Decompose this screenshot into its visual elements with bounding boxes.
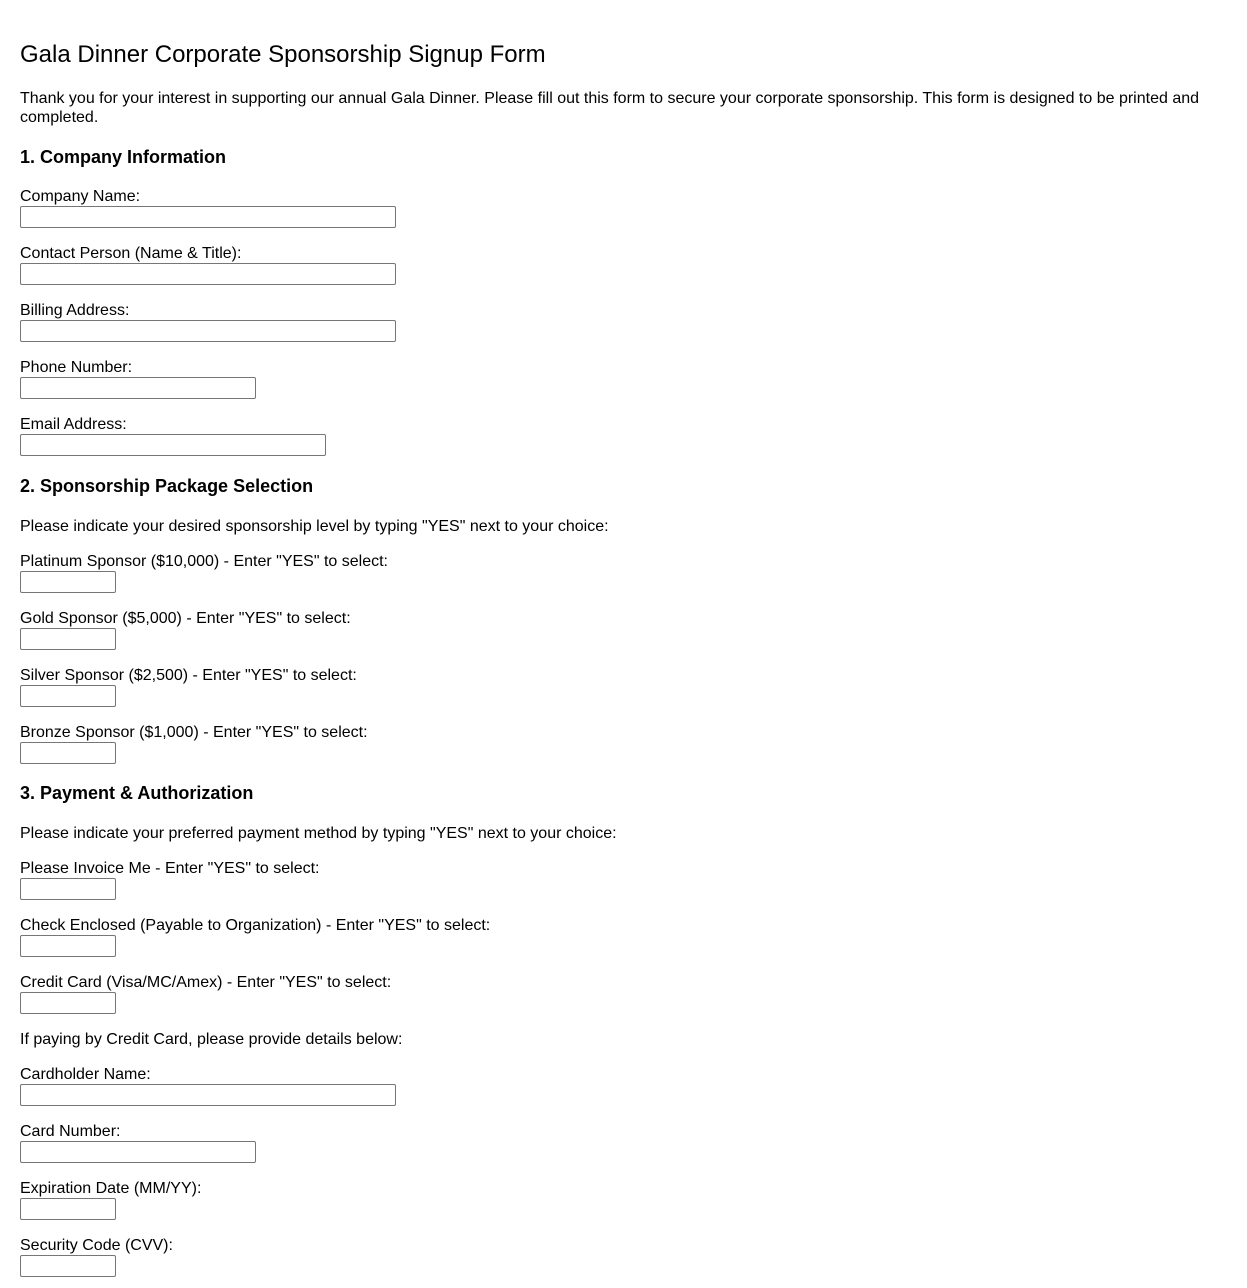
- check-enclosed-label: Check Enclosed (Payable to Organization) - Enter "YES" to select:: [20, 917, 491, 934]
- email-address-input[interactable]: [20, 434, 326, 456]
- security-code-field: [20, 1236, 173, 1277]
- credit-card-input[interactable]: [20, 992, 116, 1014]
- email-address-field: [20, 415, 326, 456]
- silver-sponsor-label: Silver Sponsor ($2,500) - Enter "YES" to select:: [20, 667, 357, 684]
- billing-address-field: [20, 301, 396, 342]
- payment-instructions: Please indicate your preferred payment method by typing "YES" next to your choice:: [20, 825, 617, 842]
- phone-number-input[interactable]: [20, 377, 256, 399]
- cardholder-name-field: [20, 1065, 396, 1106]
- gold-sponsor-field: [20, 609, 351, 650]
- expiration-date-label: Expiration Date (MM/YY):: [20, 1180, 202, 1197]
- invoice-label: Please Invoice Me - Enter "YES" to select:: [20, 860, 320, 877]
- platinum-sponsor-field: [20, 552, 388, 593]
- credit-card-field: [20, 973, 391, 1014]
- phone-number-field: [20, 358, 256, 399]
- billing-address-label: Billing Address:: [20, 302, 130, 319]
- card-number-input[interactable]: [20, 1141, 256, 1163]
- email-address-label: Email Address:: [20, 416, 127, 433]
- gold-sponsor-label: Gold Sponsor ($5,000) - Enter "YES" to select:: [20, 610, 351, 627]
- bronze-sponsor-field: [20, 723, 368, 764]
- invoice-input[interactable]: [20, 878, 116, 900]
- invoice-field: [20, 859, 320, 900]
- platinum-sponsor-label: Platinum Sponsor ($10,000) - Enter "YES" to select:: [20, 553, 388, 570]
- section-heading-company-info: 1. Company Information: [20, 147, 227, 167]
- expiration-date-input[interactable]: [20, 1198, 116, 1220]
- phone-number-label: Phone Number:: [20, 359, 133, 376]
- platinum-sponsor-input[interactable]: [20, 571, 116, 593]
- security-code-input[interactable]: [20, 1255, 116, 1277]
- company-name-label: Company Name:: [20, 188, 141, 205]
- bronze-sponsor-label: Bronze Sponsor ($1,000) - Enter "YES" to select:: [20, 724, 368, 741]
- card-number-label: Card Number:: [20, 1123, 121, 1140]
- silver-sponsor-field: [20, 666, 357, 707]
- cardholder-name-input[interactable]: [20, 1084, 396, 1106]
- card-number-field: [20, 1122, 256, 1163]
- cardholder-name-label: Cardholder Name:: [20, 1066, 151, 1083]
- section-heading-payment: 3. Payment & Authorization: [20, 783, 254, 803]
- company-name-field: [20, 187, 396, 228]
- check-enclosed-field: [20, 916, 490, 957]
- security-code-label: Security Code (CVV):: [20, 1237, 173, 1254]
- page-title: Gala Dinner Corporate Sponsorship Signup Form: [20, 41, 546, 68]
- contact-person-input[interactable]: [20, 263, 396, 285]
- credit-card-label: Credit Card (Visa/MC/Amex) - Enter "YES" to select:: [20, 974, 392, 991]
- check-enclosed-input[interactable]: [20, 935, 116, 957]
- contact-person-label: Contact Person (Name & Title):: [20, 245, 242, 262]
- gold-sponsor-input[interactable]: [20, 628, 116, 650]
- company-name-input[interactable]: [20, 206, 396, 228]
- bronze-sponsor-input[interactable]: [20, 742, 116, 764]
- billing-address-input[interactable]: [20, 320, 396, 342]
- card-details-note: If paying by Credit Card, please provide details below:: [20, 1031, 403, 1048]
- section-heading-sponsorship: 2. Sponsorship Package Selection: [20, 476, 314, 496]
- sponsorship-instructions: Please indicate your desired sponsorship level by typing "YES" next to your choice:: [20, 518, 609, 535]
- contact-person-field: [20, 244, 396, 285]
- silver-sponsor-input[interactable]: [20, 685, 116, 707]
- intro-text: Thank you for your interest in supporting our annual Gala Dinner. Please fill out this form to secure your corporate sponsorship. This form is designed to be printed and completed.: [20, 90, 1200, 126]
- expiration-date-field: [20, 1179, 201, 1220]
